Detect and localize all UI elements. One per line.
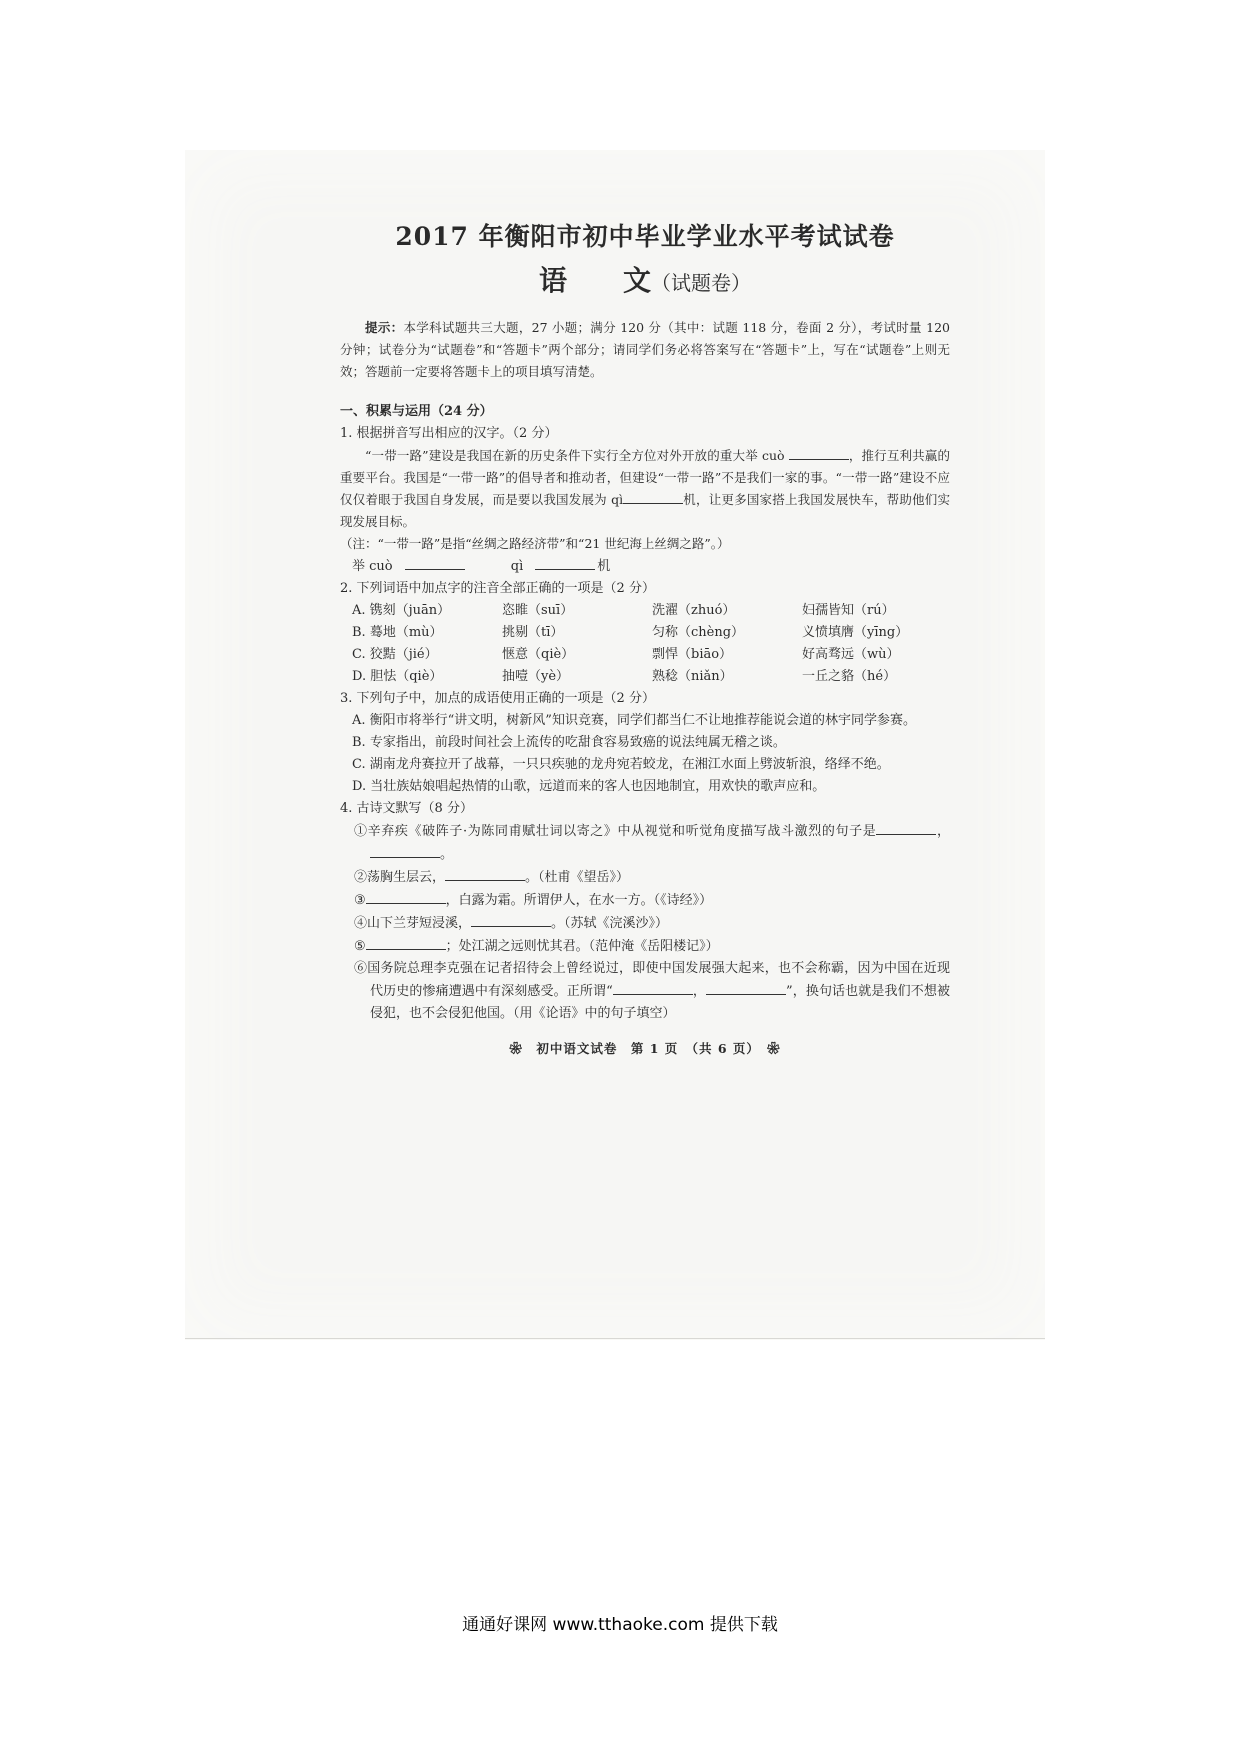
answer-blank[interactable] (471, 912, 551, 927)
option-cell: A. 镌刻（juān） (352, 603, 451, 618)
answer-blank[interactable] (366, 889, 446, 904)
answer-blank[interactable] (370, 843, 440, 858)
question-1-stem: 1. 根据拼音写出相应的汉字。（2 分） (340, 426, 558, 441)
poem-text: ，白露为霜。所谓伊人，在水一方。（《诗经》） (445, 893, 713, 908)
scan-edge-line (185, 1338, 1045, 1339)
poem-text: ⑥国务院总理李克强在记者招待会上曾经说过，即使中国发展强大起来，也不会称霸，因为中国在近现代历史的惨痛遭遇中有深刻感受。正所谓“ (354, 961, 950, 999)
passage-part-1: “一带一路”建设是我国在新的历史条件下实行全方位对外开放的重大举 cuò (365, 448, 785, 463)
fill-label-2: qì (510, 559, 524, 574)
fill-label-1: 举 cuò (352, 559, 393, 574)
poem-item-2 (340, 866, 950, 889)
poem-item-3 (340, 889, 950, 912)
subject-title (340, 259, 950, 299)
question-1-passage (340, 445, 950, 533)
poem-item-4 (340, 912, 950, 935)
question-3-option-b: B. 专家指出，前段时间社会上流传的吃甜食容易致癌的说法纯属无稽之谈。 (352, 735, 786, 750)
question-1-note: （注：“一带一路”是指“丝绸之路经济带”和“21 世纪海上丝绸之路”。） (340, 536, 730, 551)
poem-text: 。（苏轼《浣溪沙》） (551, 916, 669, 931)
poem-text: ”，换句话也就是我们不想被侵犯，也不会侵犯他国。（用《论语》中的句子填空） (370, 984, 950, 1021)
poem-text: ④山下兰芽短浸溪， (354, 916, 472, 931)
option-cell: 惬意（qiè） (502, 647, 575, 662)
passage-part-3: 机，让更多国家搭上我国发展快车，帮助他们实现发展目标。 (340, 492, 950, 529)
exam-paper (340, 205, 950, 1057)
question-3-option-c: C. 湖南龙舟赛拉开了战幕，一只只疾驰的龙舟宛若蛟龙，在湘江水面上劈波斩浪，络绎不绝。 (352, 757, 890, 772)
question-3-option-a: A. 衡阳市将举行“讲文明，树新风”知识竞赛，同学们都当仁不让地推荐能说会道的林宇同学参赛。 (352, 713, 916, 728)
option-cell: C. 狡黠（jié） (352, 647, 438, 662)
section-heading: 一、积累与运用（24 分） (340, 404, 493, 419)
option-cell: 剽悍（biāo） (652, 647, 733, 662)
option-cell: 义愤填膺（yīng） (802, 625, 909, 640)
passage-part-2: ，推行互利共赢的重要平台。我国是“一带一路”的倡导者和推动者，但建设“一带一路”不是我们一家的事。“一带一路”建设不应仅仅着眼于我国自身发展，而是要以我国发展为 qì (340, 448, 950, 507)
exam-notice (340, 317, 950, 383)
poem-text: ③ (354, 893, 366, 908)
exam-title: 2017 年衡阳市初中毕业学业水平考试试卷 (395, 222, 895, 251)
answer-blank[interactable] (706, 980, 786, 995)
poem-text: ①辛弃疾《破阵子·为陈同甫赋壮词以寄之》中从视觉和听觉角度描写战斗激烈的句子是 (354, 824, 877, 839)
poem-item-5 (340, 935, 950, 958)
option-cell: 一丘之貉（hé） (802, 669, 897, 684)
fill-label-2-after: 机 (597, 559, 611, 574)
option-cell: 洗濯（zhuó） (652, 603, 736, 618)
question-2-options (340, 600, 950, 688)
answer-blank[interactable] (623, 489, 683, 504)
question-4-stem: 4. 古诗文默写（8 分） (340, 801, 473, 816)
answer-blank[interactable] (445, 866, 525, 881)
poem-item-1: ①辛弃疾《破阵子·为陈同甫赋壮词以寄之》中从视觉和听觉角度描写战斗激烈的句子是 ，。 (340, 820, 950, 866)
option-cell: 挑剔（tī） (502, 625, 564, 640)
page-footer: ❀ 初中语文试卷 第 1 页 （共 6 页） ❀ (509, 1041, 781, 1056)
option-cell: 妇孺皆知（rú） (802, 603, 895, 618)
option-cell: 熟稔（niǎn） (652, 669, 733, 684)
poem-text: ⑤ (354, 939, 366, 954)
answer-blank[interactable] (535, 555, 595, 570)
notice-label: 提示： (365, 320, 404, 335)
poem-item-6: ⑥国务院总理李克强在记者招待会上曾经说过，即使中国发展强大起来，也不会称霸，因为中国在近现代历史的惨痛遭遇中有深刻感受。正所谓“ ， ”，换句话也就是我们不想被侵犯，也不会侵犯他国。（用《论语》中的句子填空） (354, 961, 950, 1021)
option-cell: 匀称（chèng） (652, 625, 745, 640)
answer-blank[interactable] (876, 820, 936, 835)
option-cell: 好高骛远（wù） (802, 647, 900, 662)
poem-text: ②荡胸生层云， (354, 870, 446, 885)
option-cell: 恣睢（suī） (502, 603, 574, 618)
option-cell: D. 胆怯（qiè） (352, 669, 443, 684)
option-cell: B. 蓦地（mù） (352, 625, 443, 640)
download-credit: 通通好课网 www.tthaoke.com 提供下载 (462, 1615, 778, 1635)
subject-subtitle: （试题卷） (651, 271, 751, 295)
answer-blank[interactable] (789, 445, 849, 460)
poem-text: 。（杜甫《望岳》） (525, 870, 630, 885)
subject-name: 语 文 (538, 264, 651, 297)
question-3-stem: 3. 下列句子中，加点的成语使用正确的一项是（2 分） (340, 691, 655, 706)
answer-blank[interactable] (366, 935, 446, 950)
question-2-stem: 2. 下列词语中加点字的注音全部正确的一项是（2 分） (340, 581, 655, 596)
question-3-option-d: D. 当壮族姑娘唱起热情的山歌，远道而来的客人也因地制宜，用欢快的歌声应和。 (352, 779, 826, 794)
question-1-answer-row (340, 555, 950, 578)
answer-blank[interactable] (613, 980, 693, 995)
notice-text: 本学科试题共三大题，27 小题；满分 120 分（其中：试题 118 分，卷面 2 分），考试时量 120 分钟；试卷分为“试题卷”和“答题卡”两个部分；请同学们务必将答案写在“答题卡”上，写在“试题卷”上则无效；答题前一定要将答题卡上的项目填写清楚。 (340, 320, 950, 379)
answer-blank[interactable] (405, 555, 465, 570)
option-cell: 抽噎（yè） (502, 669, 570, 684)
poem-text: ；处江湖之远则忧其君。（范仲淹《岳阳楼记》） (445, 939, 719, 954)
